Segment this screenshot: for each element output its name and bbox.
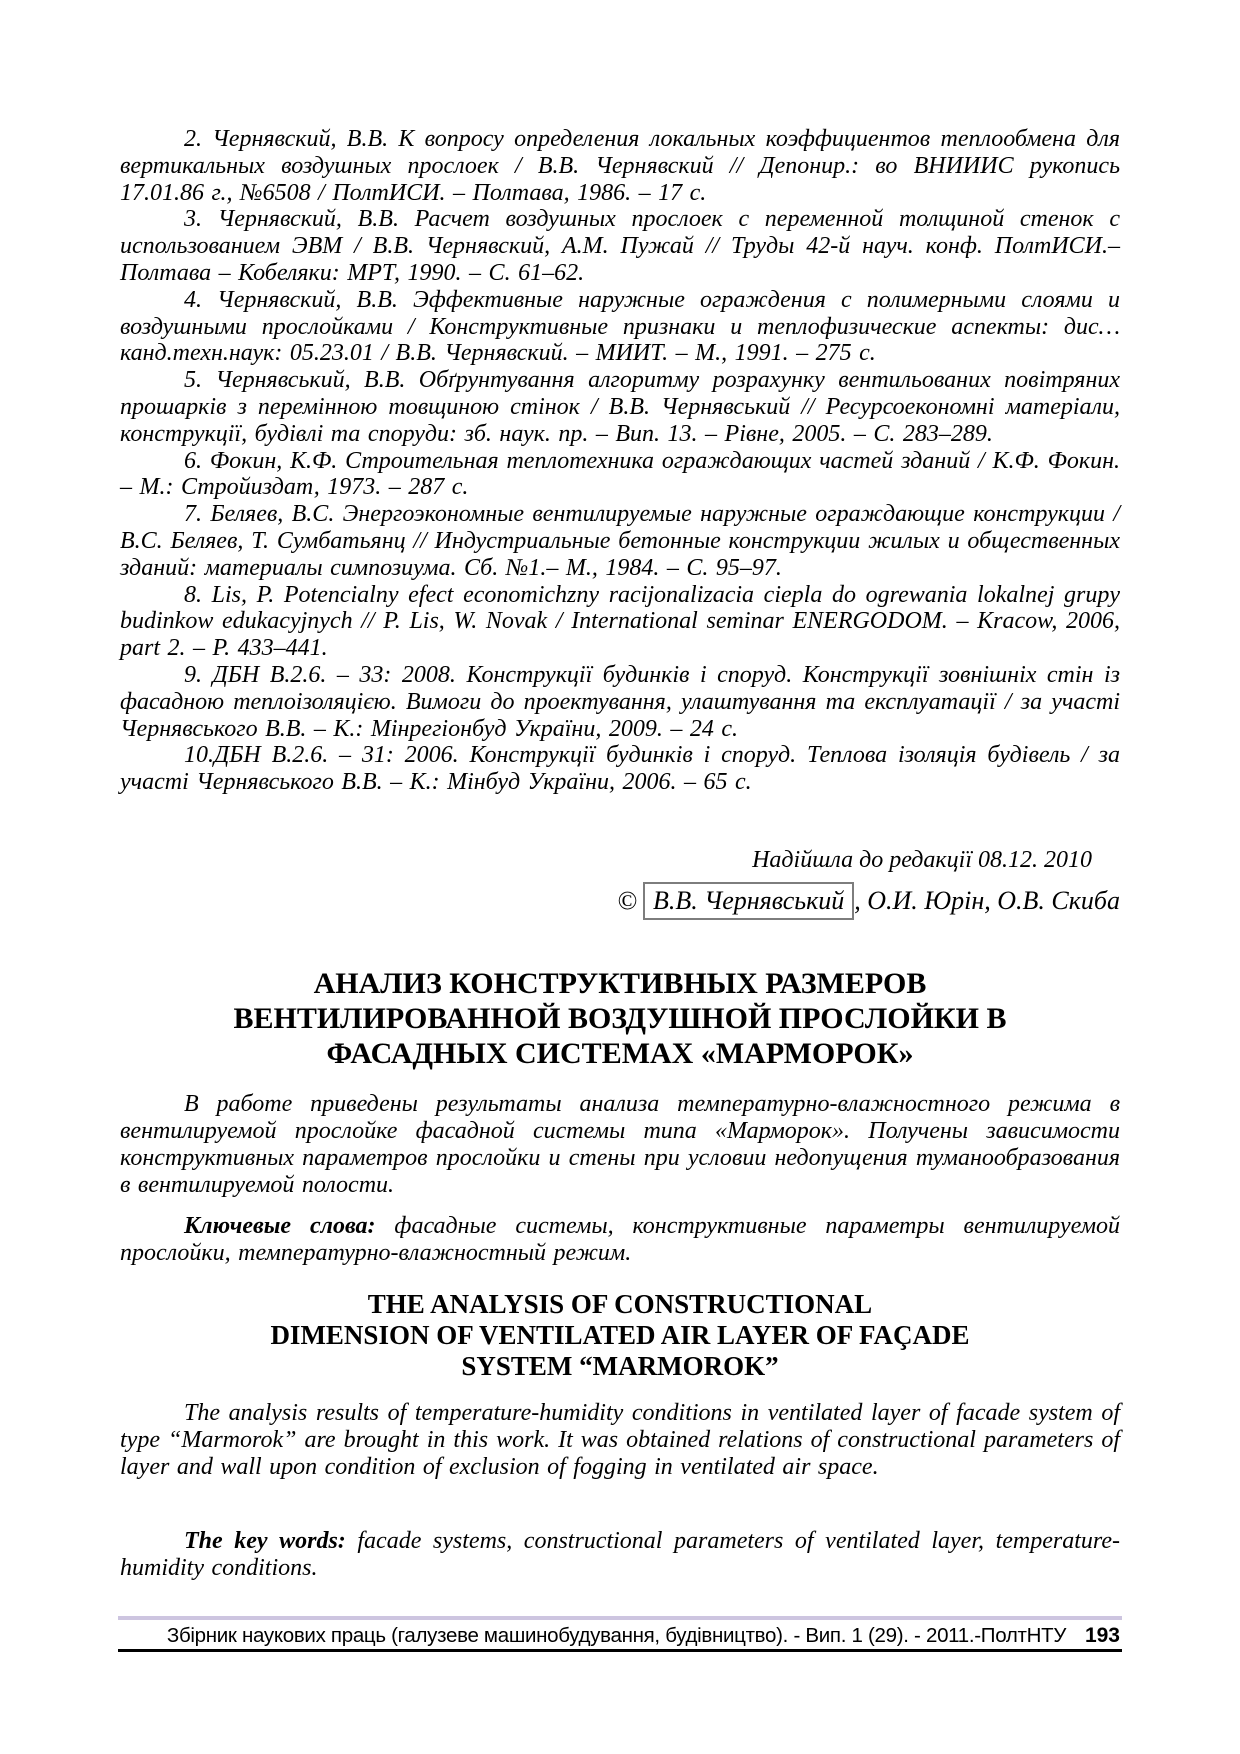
reference-item: 5. Чернявський, В.В. Обґрунтування алгоритму розрахунку вентильованих повітряних прошарків з перемінною товщиною стінок / В.В. Чернявський // Ресурсоекономні матеріали, конструкції, будівлі та споруди: зб. наук. пр. – Вип. 13. – Рівне, 2005. – С. 283–289. (120, 367, 1120, 447)
title-en-line-3: SYSTEM “MARMOROK” (461, 1351, 779, 1381)
copyright-other-authors: , О.И. Юрін, О.В. Скиба (854, 886, 1120, 915)
reference-item: 3. Чернявский, В.В. Расчет воздушных прослоек с переменной толщиной стенок с использованием ЭВМ / В.В. Чернявский, А.М. Пужай // Труды 42-й науч. конф. ПолтИСИ.–Полтава – Кобеляки: МРТ, 1990. – С. 61–62. (120, 206, 1120, 286)
page-content (120, 0, 1120, 1582)
reference-item: 10.ДБН В.2.6. – 31: 2006. Конструкції будинків і споруд. Теплова ізоляція будівель / за участі Чернявського В.В. – К.: Мінбуд України, 2006. – 65 с. (120, 742, 1120, 796)
reference-item: 8. Lis, P. Potencialny efect economichzny racijonalizacia ciepla do ogrewania lokalnej grupy budinkow edukacyjnych // P. Lis, W. Novak / International seminar ENERGODOM. – Kracow, 2006, part 2. – P. 433–441. (120, 581, 1120, 662)
reference-item: 9. ДБН В.2.6. – 33: 2008. Конструкції будинків і споруд. Конструкції зовнішніх стін із фасадною теплоізоляцією. Вимоги до проектування, улаштування та експлуатації / за участі Чернявського В.В. – К.: Мінрегіонбуд України, 2009. – 24 с. (120, 661, 1120, 742)
title-en-line-2: DIMENSION OF VENTILATED AIR LAYER OF FAÇADE (270, 1320, 970, 1350)
page-number: 193 (1084, 1624, 1120, 1647)
references-section (120, 126, 1120, 816)
copyright-symbol: © (617, 886, 638, 915)
keywords-ru (120, 1213, 1120, 1267)
keywords-en-label: The key words: (184, 1528, 346, 1554)
title-ru-line-2: ВЕНТИЛИРОВАННОЙ ВОЗДУШНОЙ ПРОСЛОЙКИ В (233, 1002, 1007, 1035)
received-note: Надійшла до редакції 08.12. 2010 (752, 847, 1092, 873)
abstract-en: The analysis results of temperature-humidity conditions in ventilated layer of facade system of type “Marmorok” are brought in this work. It was obtained relations of constructional parameters of layer and wall upon condition of exclusion of fogging in ventilated air space. (120, 1400, 1120, 1480)
keywords-en (120, 1528, 1120, 1582)
page-footer (118, 1616, 1122, 1652)
title-ru-line-1: АНАЛИЗ КОНСТРУКТИВНЫХ РАЗМЕРОВ (313, 967, 927, 1000)
article-title-ru (120, 966, 1120, 1071)
title-en-line-1: THE ANALYSIS OF CONSTRUCTIONAL (367, 1289, 873, 1319)
keywords-ru-text: фасадные системы, конструктивные параметры вентилируемой прослойки, температурно-влажностный режим. (120, 1213, 1121, 1266)
footer-journal-line: Збірник наукових праць (галузеве машинобудування, будівництво). - Вип. 1 (29). - 2011.-ПолтНТУ (166, 1624, 1067, 1647)
reference-item: 6. Фокин, К.Ф. Строительная теплотехника ограждающих частей зданий / К.Ф. Фокин. – М.: Стройиздат, 1973. – 287 с. (120, 447, 1120, 501)
footer-row (118, 1620, 1122, 1652)
article-title-en (120, 1289, 1120, 1382)
reference-item: 4. Чернявский, В.В. Эффективные наружные ограждения с полимерными слоями и воздушными прослойками / Конструктивные признаки и теплофизические аспекты: дис… канд.техн.наук: 05.23.01 / В.В. Чернявский. – МИИТ. – М., 1991. – 275 с. (120, 286, 1120, 367)
reference-item: 7. Беляев, В.С. Энергоэкономные вентилируемые наружные ограждающие конструкции / В.С. Беляев, Т. Сумбатьянц // Индустриальные бетонные конструкции жилых и общественных зданий: материалы симпозиума. Сб. №1.– М., 1984. – С. 95–97. (120, 501, 1120, 581)
boxed-author: В.В. Чернявський (643, 882, 854, 920)
abstract-ru: В работе приведены результаты анализа температурно-влажностного режима в вентилируемой прослойке фасадной системы типа «Марморок». Получены зависимости конструктивных параметров прослойки и стены при условии недопущения туманообразования в вентилируемой полости. (120, 1091, 1120, 1198)
keywords-ru-label: Ключевые слова: (184, 1213, 376, 1239)
title-ru-line-3: ФАСАДНЫХ СИСТЕМАХ «МАРМОРОК» (326, 1037, 914, 1070)
copyright-line (120, 882, 1120, 920)
keywords-en-text: facade systems, constructional parameters of ventilated layer, temperature-humidity conditions. (120, 1528, 1120, 1581)
reference-item: 2. Чернявский, В.В. К вопросу определения локальных коэффициентов теплообмена для вертикальных воздушных прослоек / В.В. Чернявский // Депонир.: во ВНИИИС рукопись 17.01.86 г., №6508 / ПолтИСИ. – Полтава, 1986. – 17 с. (120, 126, 1120, 206)
